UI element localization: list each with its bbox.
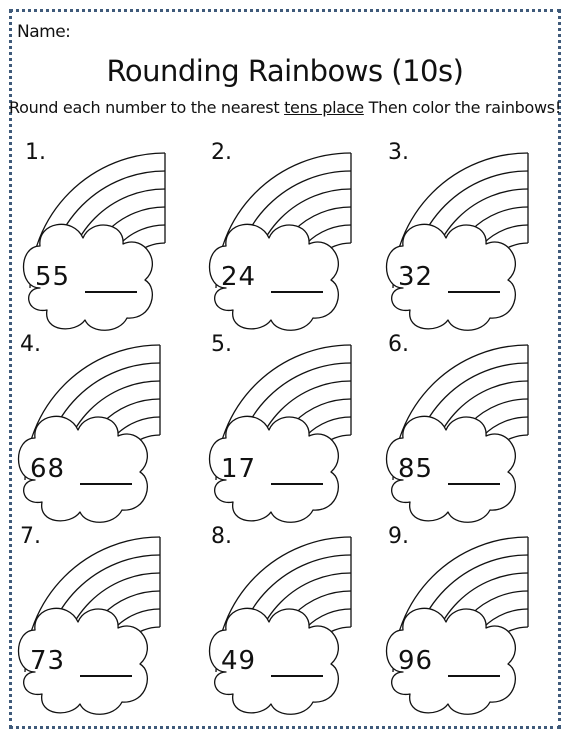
problem-7	[10, 522, 190, 722]
name-label: Name:	[17, 22, 71, 42]
answer-blank[interactable]	[448, 675, 500, 677]
instructions-text-before: Round each number to the nearest	[9, 98, 285, 117]
rainbow-cloud-icon	[15, 138, 195, 338]
instructions	[0, 98, 570, 117]
answer-blank[interactable]	[80, 675, 132, 677]
problem-value: 73	[30, 646, 66, 676]
rainbow-cloud-icon	[378, 330, 558, 530]
problem-value: 96	[398, 646, 434, 676]
answer-blank[interactable]	[80, 483, 132, 485]
problem-value: 24	[221, 262, 257, 292]
problem-value: 55	[35, 262, 71, 292]
rainbow-cloud-icon	[201, 522, 381, 722]
problem-number: 7.	[20, 524, 41, 549]
problem-number: 8.	[211, 524, 232, 549]
problem-value: 68	[30, 454, 66, 484]
answer-blank[interactable]	[85, 291, 137, 293]
rainbow-cloud-icon	[378, 138, 558, 338]
instructions-text-after: Then color the rainbows!	[363, 98, 561, 117]
problem-5	[201, 330, 381, 530]
instructions-underlined-text: tens place	[284, 98, 364, 117]
problem-4	[10, 330, 190, 530]
problem-number: 3.	[388, 140, 409, 165]
problem-value: 17	[221, 454, 257, 484]
problem-9	[378, 522, 558, 722]
rainbow-cloud-icon	[10, 330, 190, 530]
problem-2	[201, 138, 381, 338]
problem-number: 4.	[20, 332, 41, 357]
problem-number: 6.	[388, 332, 409, 357]
answer-blank[interactable]	[448, 291, 500, 293]
problem-6	[378, 330, 558, 530]
rainbow-cloud-icon	[10, 522, 190, 722]
problem-value: 32	[398, 262, 434, 292]
problem-1	[15, 138, 195, 338]
rainbow-cloud-icon	[201, 330, 381, 530]
answer-blank[interactable]	[271, 675, 323, 677]
answer-blank[interactable]	[271, 483, 323, 485]
rainbow-cloud-icon	[378, 522, 558, 722]
answer-blank[interactable]	[271, 291, 323, 293]
problem-number: 1.	[25, 140, 46, 165]
rainbow-cloud-icon	[201, 138, 381, 338]
problem-number: 2.	[211, 140, 232, 165]
problem-number: 5.	[211, 332, 232, 357]
problem-number: 9.	[388, 524, 409, 549]
problem-value: 85	[398, 454, 434, 484]
problem-value: 49	[221, 646, 257, 676]
problem-8	[201, 522, 381, 722]
page-title: Rounding Rainbows (10s)	[106, 54, 464, 88]
problem-3	[378, 138, 558, 338]
answer-blank[interactable]	[448, 483, 500, 485]
